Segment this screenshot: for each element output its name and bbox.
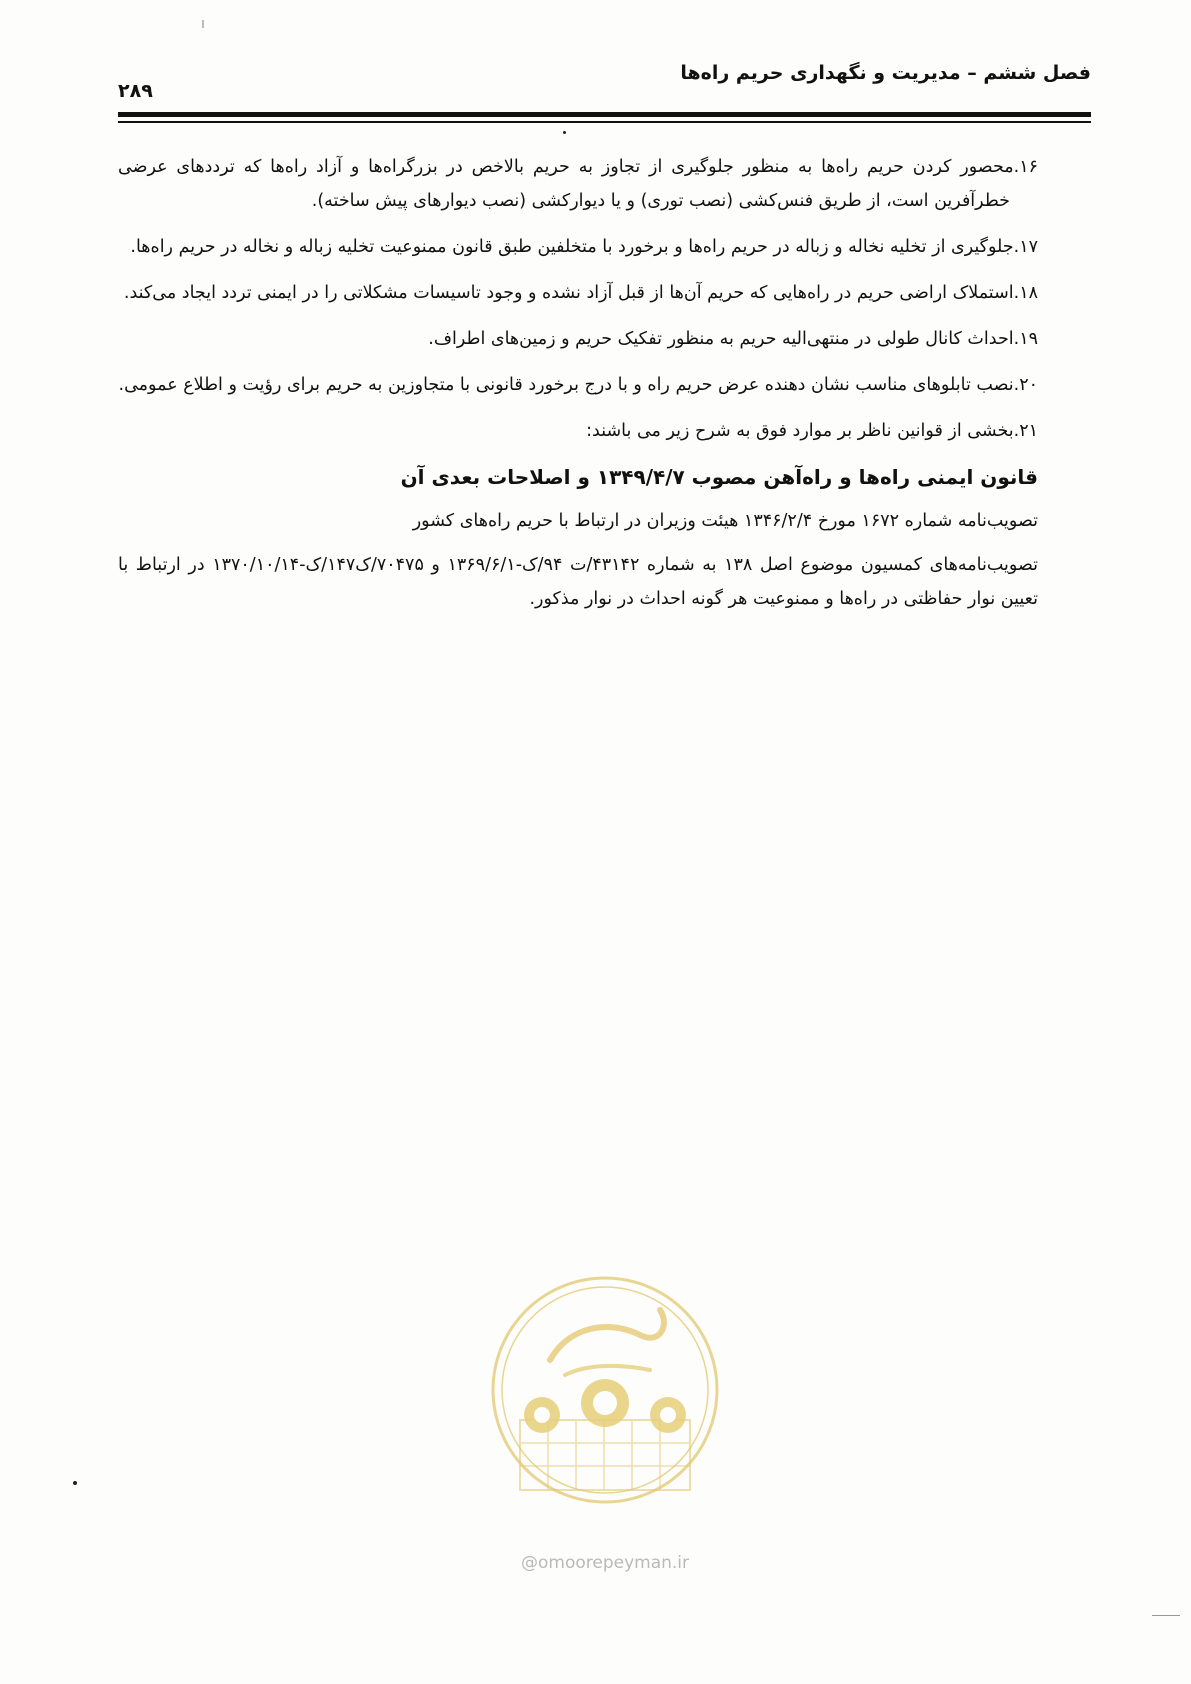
- list-item: ۲۰.نصب تابلوهای مناسب نشان دهنده عرض حریم راه و با درج برخورد قانونی با متجاوزین به حریم برای رؤیت و اطلاع عمومی.: [118, 375, 1038, 395]
- header-rule-thin: [118, 121, 1091, 123]
- law-heading: قانون ایمنی راه‌ها و راه‌آهن مصوب ۱۳۴۹/۴/۷ و اصلاحات بعدی آن: [400, 465, 1038, 489]
- header-rule-thick: [118, 112, 1091, 117]
- scan-speck: [73, 1481, 77, 1485]
- scan-speck: [202, 20, 204, 28]
- scan-speck: [563, 131, 566, 134]
- list-item: ۱۹.احداث کانال طولی در منتهی‌الیه حریم به منظور تفکیک حریم و زمین‌های اطراف.: [428, 329, 1038, 349]
- list-item: ۲۱.بخشی از قوانین ناظر بر موارد فوق به شرح زیر می باشند:: [586, 421, 1038, 441]
- list-item: ۱۷.جلوگیری از تخلیه نخاله و زباله در حریم راه‌ها و برخورد با متخلفین طبق قانون ممنوعیت تخلیه زباله و نخاله در حریم راه‌ها.: [130, 237, 1038, 257]
- scan-speck: [1152, 1615, 1180, 1616]
- chapter-title: فصل ششم – مدیریت و نگهداری حریم راه‌ها: [680, 62, 1091, 84]
- list-item: ۱۶.محصور کردن حریم راه‌ها به منظور جلوگیری از تجاوز به حریم بالاخص در بزرگراه‌ها و آزاد راه‌ها که ترددهای عرضی خطرآفرین است، از طریق فنس‌کشی (نصب توری) و یا دیوارکشی (نصب دیوارهای پیش ساخته).: [118, 157, 1038, 211]
- watermark-site: @omoorepeyman.ir: [520, 1553, 690, 1573]
- page-number: ۲۸۹: [118, 80, 153, 102]
- law-paragraph: تصویب‌نامه‌های کمسیون موضوع اصل ۱۳۸ به شماره ۴۳۱۴۲/ت ۹۴/ک-۱۳۶۹/۶/۱ و ۷۰۴۷۵/ک۱۴۷/ک-۱۳۷۰/۱۰/۱۴ در ارتباط با تعیین نوار حفاظتی در راه‌ها و ممنوعیت هر گونه احداث در نوار مذکور.: [118, 555, 1038, 609]
- list-item: ۱۸.استملاک اراضی حریم در راه‌هایی که حریم آن‌ها از قبل آزاد نشده و وجود تاسیسات مشکلاتی را در ایمنی تردد ایجاد می‌کند.: [123, 283, 1038, 303]
- body-text: [118, 150, 1038, 626]
- law-paragraph: تصویب‌نامه شماره ۱۶۷۲ مورخ ۱۳۴۶/۲/۴ هیئت وزیران در ارتباط با حریم راه‌های کشور: [412, 511, 1038, 531]
- watermark-logo: [490, 1265, 720, 1565]
